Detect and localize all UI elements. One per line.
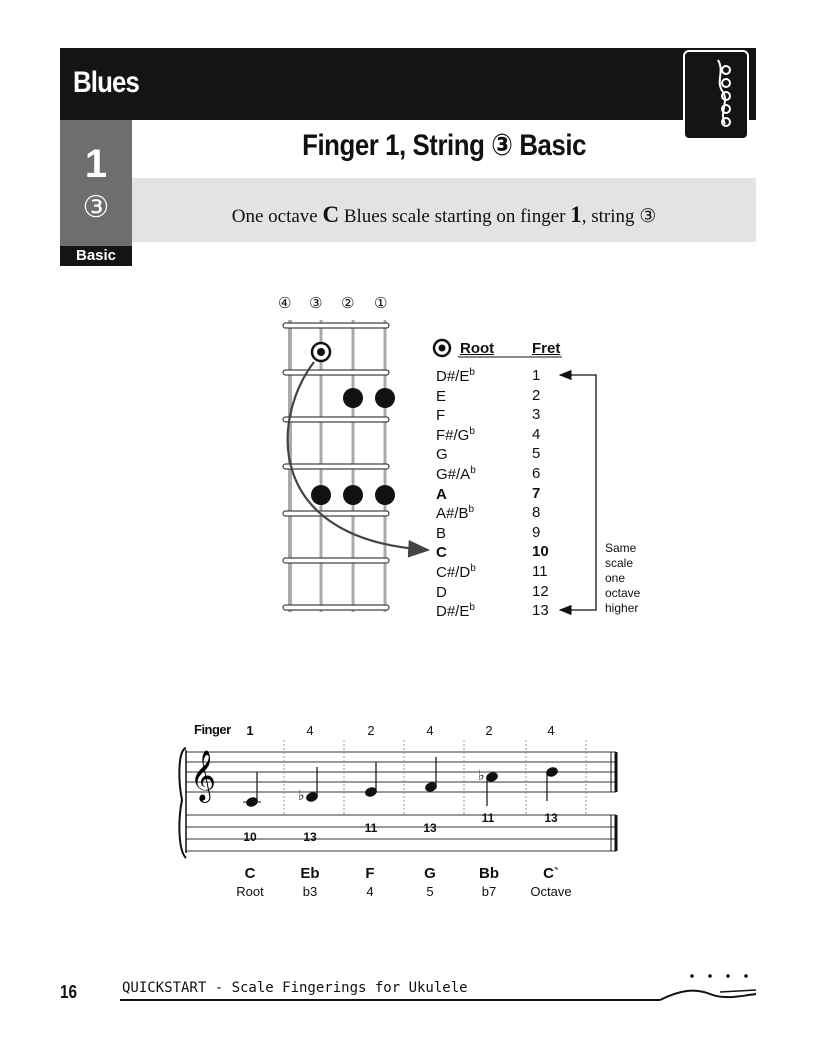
root-header: Root (460, 340, 495, 357)
octave-note-line: Same (605, 541, 637, 555)
finger-dot (343, 485, 363, 505)
desc-note: C (322, 202, 340, 227)
fret-table-fret: 4 (532, 425, 541, 443)
finger-dot (311, 485, 331, 505)
tab-fret: 13 (544, 811, 558, 825)
finger-number: 4 (426, 723, 434, 738)
svg-text:♭: ♭ (478, 767, 485, 783)
fret-table-note (436, 426, 475, 444)
fret-table-note (436, 583, 447, 601)
flat-superscript: b (470, 465, 476, 476)
fret-table-fret: 1 (532, 367, 541, 384)
finger-number: 4 (547, 723, 555, 738)
uke-headstock-icon (683, 50, 749, 140)
side-finger-number: 1 (84, 142, 108, 186)
finger-row-label: Finger (194, 722, 231, 737)
string-label-4: ④ (278, 295, 292, 312)
scale-degree: b7 (481, 884, 497, 899)
header-bar (60, 48, 756, 120)
note-text: C#/D (436, 564, 471, 581)
fret-line (283, 323, 389, 328)
desc-part: , string ③ (581, 206, 657, 227)
octave-note-line: scale (605, 556, 634, 570)
string-label-3: ③ (309, 295, 323, 312)
finger-dot (375, 388, 395, 408)
note-text: D#/E (436, 603, 470, 621)
chapter-title: Blues (73, 66, 139, 99)
fret-table-note (436, 524, 446, 542)
svg-text:♭: ♭ (298, 787, 305, 803)
finger-number: 2 (485, 723, 493, 738)
fret-table-note (436, 602, 475, 620)
fret-table-note (436, 465, 476, 483)
fret-table-fret: 9 (532, 523, 541, 541)
page-number: 16 (60, 982, 78, 1002)
note-text: E (436, 387, 447, 405)
note-text: G#/A (436, 466, 471, 483)
fret-table-note (436, 504, 474, 522)
fret-table-fret: 3 (532, 406, 541, 424)
fret-table-fret: 13 (532, 602, 549, 620)
note-text: G (436, 446, 448, 464)
side-string-number: ③ (82, 191, 110, 224)
fret-table-fret: 5 (532, 445, 541, 463)
fret-header: Fret (532, 340, 561, 357)
fret-table-fret: 2 (532, 386, 541, 404)
octave-note (605, 541, 640, 616)
fret-table-fret: 10 (532, 543, 549, 561)
note-text: D#/E (436, 368, 470, 385)
note-text: F (436, 407, 446, 425)
fret-table-note (436, 543, 447, 561)
footer-book-title: QUICKSTART - Scale Fingerings for Ukulele (122, 980, 468, 996)
note-text: D (436, 583, 447, 601)
fret-table-note (436, 445, 448, 463)
octave-bracket (562, 375, 596, 610)
scale-degree: 5 (426, 884, 434, 899)
desc-finger: 1 (570, 202, 582, 227)
note-text: A (436, 485, 447, 503)
system-brace (179, 748, 186, 858)
note-name: C (244, 865, 256, 882)
fret-table-note (436, 406, 445, 424)
tab-fret: 13 (303, 830, 317, 844)
scale-degree: Root (236, 884, 264, 899)
fret-line (283, 558, 389, 563)
treble-clef-icon: 𝄞 (190, 750, 217, 801)
fret-table-fret: 8 (532, 504, 541, 522)
note-text: B (436, 524, 447, 542)
fret-line (283, 605, 389, 610)
octave-note-line: one (605, 571, 626, 585)
string-label-1: ① (374, 295, 388, 312)
note-name: C` (543, 865, 559, 882)
section-title (132, 128, 756, 163)
finger-number: 2 (367, 723, 375, 738)
fret-line (283, 370, 389, 375)
root-marker-center (317, 348, 325, 356)
octave-note-line: higher (605, 601, 639, 615)
desc-part: One octave (231, 206, 323, 227)
fret-table-fret: 7 (532, 484, 541, 502)
fret-line (283, 511, 389, 516)
scale-description (132, 202, 756, 228)
table-header-rule (458, 356, 562, 358)
flat-superscript: b (468, 504, 475, 516)
note-text: F#/G (436, 426, 470, 444)
footer-guitar-line-icon (120, 968, 760, 1008)
octave-note-line: octave (605, 586, 641, 600)
finger-number: 1 (246, 723, 254, 738)
tab-fret: 13 (423, 821, 437, 835)
flat-superscript: b (469, 367, 475, 378)
note-name: Eb (300, 865, 320, 882)
fret-table-note (436, 387, 446, 405)
desc-part: Blues scale starting on finger (339, 206, 571, 227)
fret-line (283, 464, 389, 469)
flat-superscript: b (469, 425, 475, 437)
fret-table-note (436, 367, 475, 385)
section-title-text: Finger 1, String ③ Basic (302, 129, 586, 162)
fret-table-fret: 12 (532, 582, 549, 600)
flat-superscript: b (469, 602, 475, 614)
note-name: F (365, 865, 375, 882)
string-label-2: ② (341, 295, 355, 312)
scale-degree: 4 (366, 884, 374, 899)
fret-table-fret: 11 (532, 563, 548, 580)
note-name: Bb (479, 865, 499, 882)
flat-superscript: b (470, 563, 476, 574)
scale-degree: b3 (302, 884, 318, 899)
scale-degree: Octave (530, 884, 572, 899)
tab-fret: 11 (364, 821, 378, 835)
fret-table-fret: 6 (532, 465, 541, 482)
finger-number: 4 (306, 723, 314, 738)
finger-dot (375, 485, 395, 505)
side-basic-label: Basic (60, 246, 132, 266)
tab-fret: 10 (243, 830, 257, 844)
fret-table-note (436, 485, 447, 503)
note-text: C (436, 544, 447, 562)
fret-table-note (436, 563, 476, 581)
tab-fret: 11 (481, 811, 495, 825)
finger-dot (343, 388, 363, 408)
note-text: A#/B (436, 505, 469, 523)
note-name: G (424, 865, 436, 882)
fret-line (283, 417, 389, 422)
